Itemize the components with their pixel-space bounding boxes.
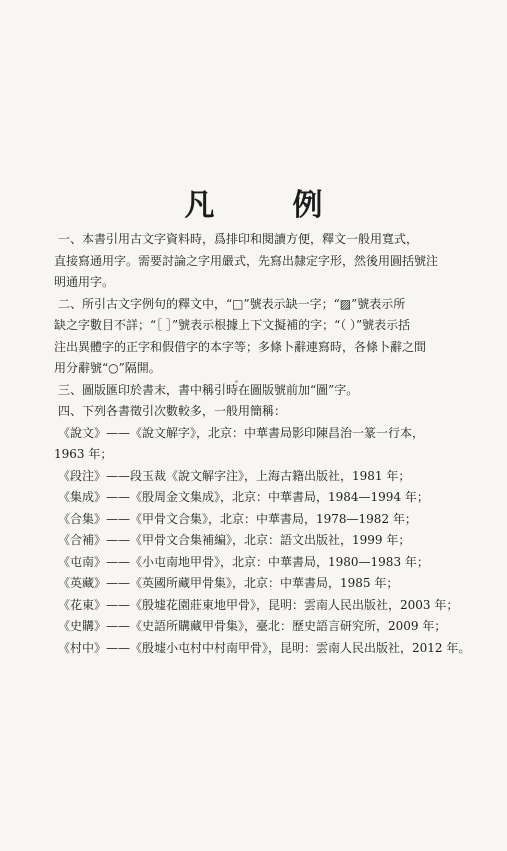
scan-speck — [235, 380, 238, 383]
abbreviation-line: 《段注》——段玉裁《說文解字注》，上海古籍出版社，1981 年； — [58, 468, 411, 483]
paragraph-line: 一、本書引用古文字資料時，爲排印和閱讀方便，釋文一般用寬式， — [58, 232, 419, 246]
abbreviation-line: 《合集》——《甲骨文合集》，北京：中華書局，1978—1982 年； — [58, 511, 417, 526]
abbreviation-line: 1963 年； — [54, 447, 113, 461]
paragraph-line: 缺之字數目不詳；“［ ］”號表示根據上下文擬補的字；“（ ）”號表示括 — [54, 318, 411, 332]
abbreviation-line: 《英藏》——《英國所藏甲骨集》，北京：中華書局，1985 年； — [58, 576, 399, 590]
paragraph-line: 用分辭號“○”隔開。 — [54, 361, 161, 375]
abbreviation-line: 《屯南》——《小屯南地甲骨》，北京：中華書局，1980—1983 年； — [58, 554, 429, 569]
abbreviation-line: 《說文》——《說文解字》，北京：中華書局影印陳昌治一篆一行本， — [58, 425, 425, 440]
page-title: 凡 例 — [184, 188, 347, 223]
paragraph-line: 二、所引古文字例句的釋文中，“□”號表示缺一字；“▨”號表示所 — [58, 296, 406, 311]
paragraph-line: 四、下列各書徵引次數較多，一般用簡稱： — [58, 404, 287, 418]
paragraph-line: 直接寫通用字。需要討論之字用嚴式，先寫出隸定字形，然後用圓括號注 — [54, 253, 439, 268]
paragraph-line: 明通用字。 — [54, 275, 115, 289]
abbreviation-line: 《史購》——《史語所購藏甲骨集》，臺北：歷史語言研究所，2009 年； — [58, 619, 447, 633]
paragraph-line: 三、圖版匯印於書末，書中稱引時在圖版號前加“圖”字。 — [58, 382, 359, 397]
abbreviation-line: 《合補》——《甲骨文合集補編》，北京：語文出版社，1999 年； — [58, 533, 411, 547]
abbreviation-line: 《集成》——《殷周金文集成》，北京：中華書局，1984—1994 年； — [58, 490, 429, 504]
body-text — [54, 229, 471, 659]
paragraph-line: 注出異體字的正字和假借字的本字等；多條卜辭連寫時，各條卜辭之間 — [54, 339, 427, 354]
abbreviation-line: 《村中》——《殷墟小屯村中村南甲骨》，昆明：雲南人民出版社，2012 年。 — [58, 640, 471, 655]
abbreviation-line: 《花東》——《殷墟花園莊東地甲骨》，昆明：雲南人民出版社，2003 年； — [58, 597, 459, 612]
